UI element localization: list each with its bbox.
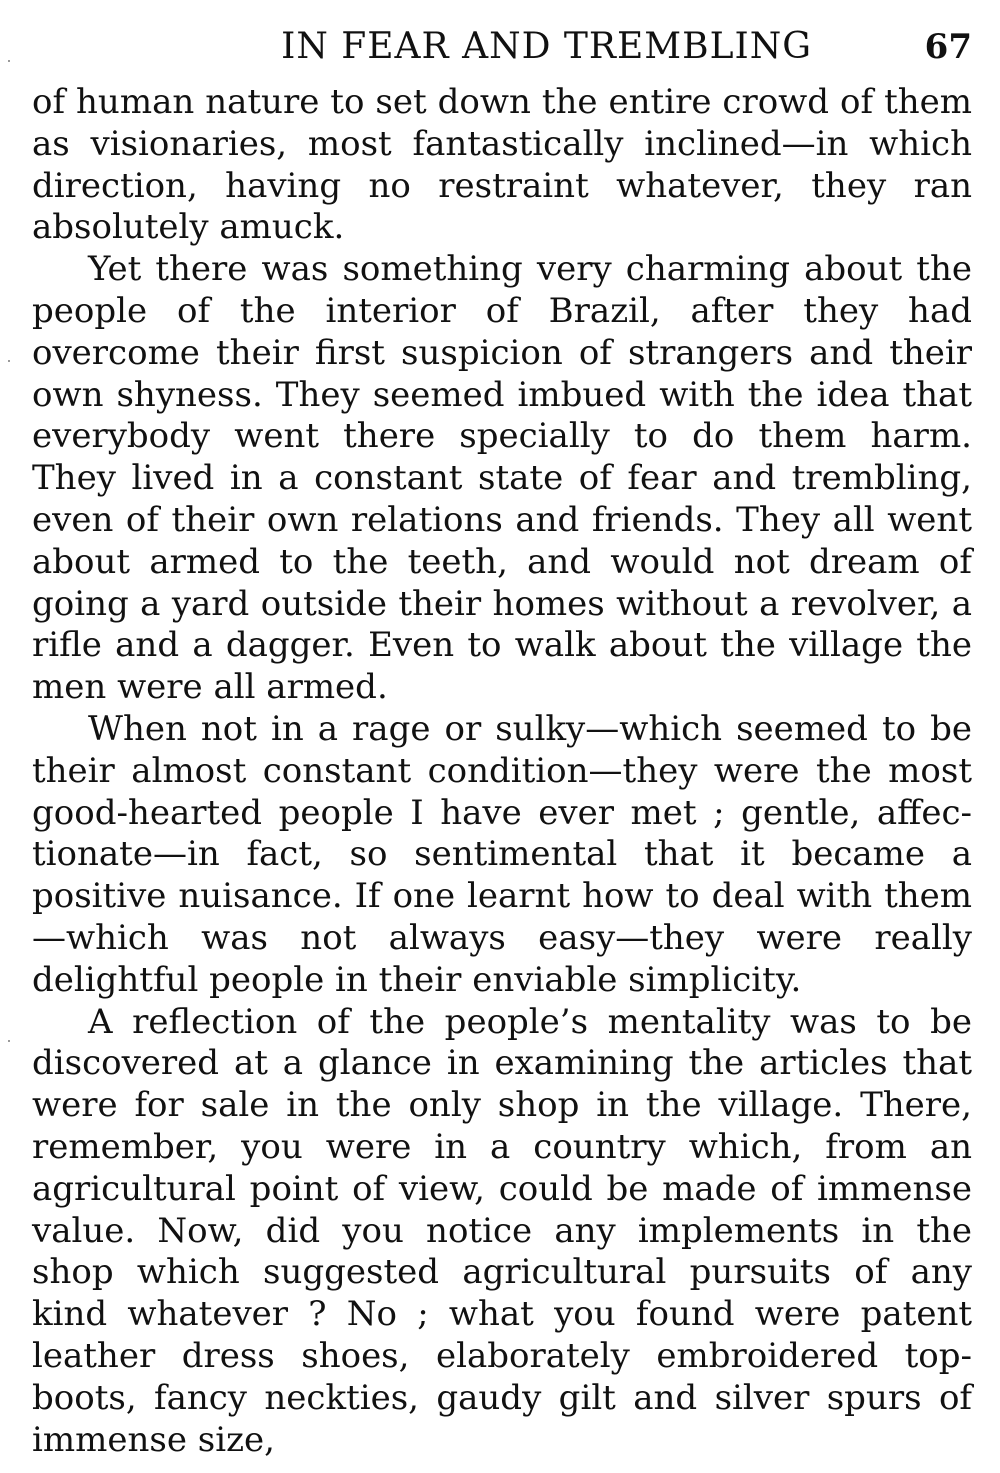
body-text [32,82,972,1461]
running-head [32,22,972,72]
paragraph-continued: of human nature to set down the entire crowd of them as visionaries, most fantastically inclined—in which direction, having no restraint whatever, they ran absolutely amuck. [32,82,972,248]
margin-speck [8,60,10,62]
page-number: 67 [924,27,972,67]
paragraph: A reflection of the people’s mentality was to be discovered at a glance in examining the articles that were for sale in the only shop in the village. There, remember, you were in a country which, from an agricultural point of view, could be made of immense value. Now, did you notice any implements in the shop which suggested agricultural pursuits of any kind whatever ? No ; what you found were patent leather dress shoes, elaborately embroidered top-boots, fancy neckties, gaudy gilt and silver spurs of immense size, [32,1001,972,1460]
margin-speck [8,1040,10,1042]
margin-speck [8,360,10,362]
running-title-text: IN FEAR AND TREMBLING [281,26,812,67]
running-title [32,22,812,72]
paragraph: When not in a rage or sulky—which seemed to be their almost constant condition—they were the most good-hearted people I have ever met ; gentle, affectionate—in fact, so sentimental that it became a positive nuisance. If one learnt how to deal with them—which was not always easy—they were really delightful people in their enviable simplicity. [32,708,972,1000]
paragraph: Yet there was something very charming about the people of the interior of Brazil, after they had overcome their first suspicion of strangers and their own shyness. They seemed imbued with the idea that everybody went there specially to do them harm. They lived in a constant state of fear and trembling, even of their own relations and friends. They all went about armed to the teeth, and would not dream of going a yard outside their homes without a revolver, a rifle and a dagger. Even to walk about the village the men were all armed. [32,249,972,708]
